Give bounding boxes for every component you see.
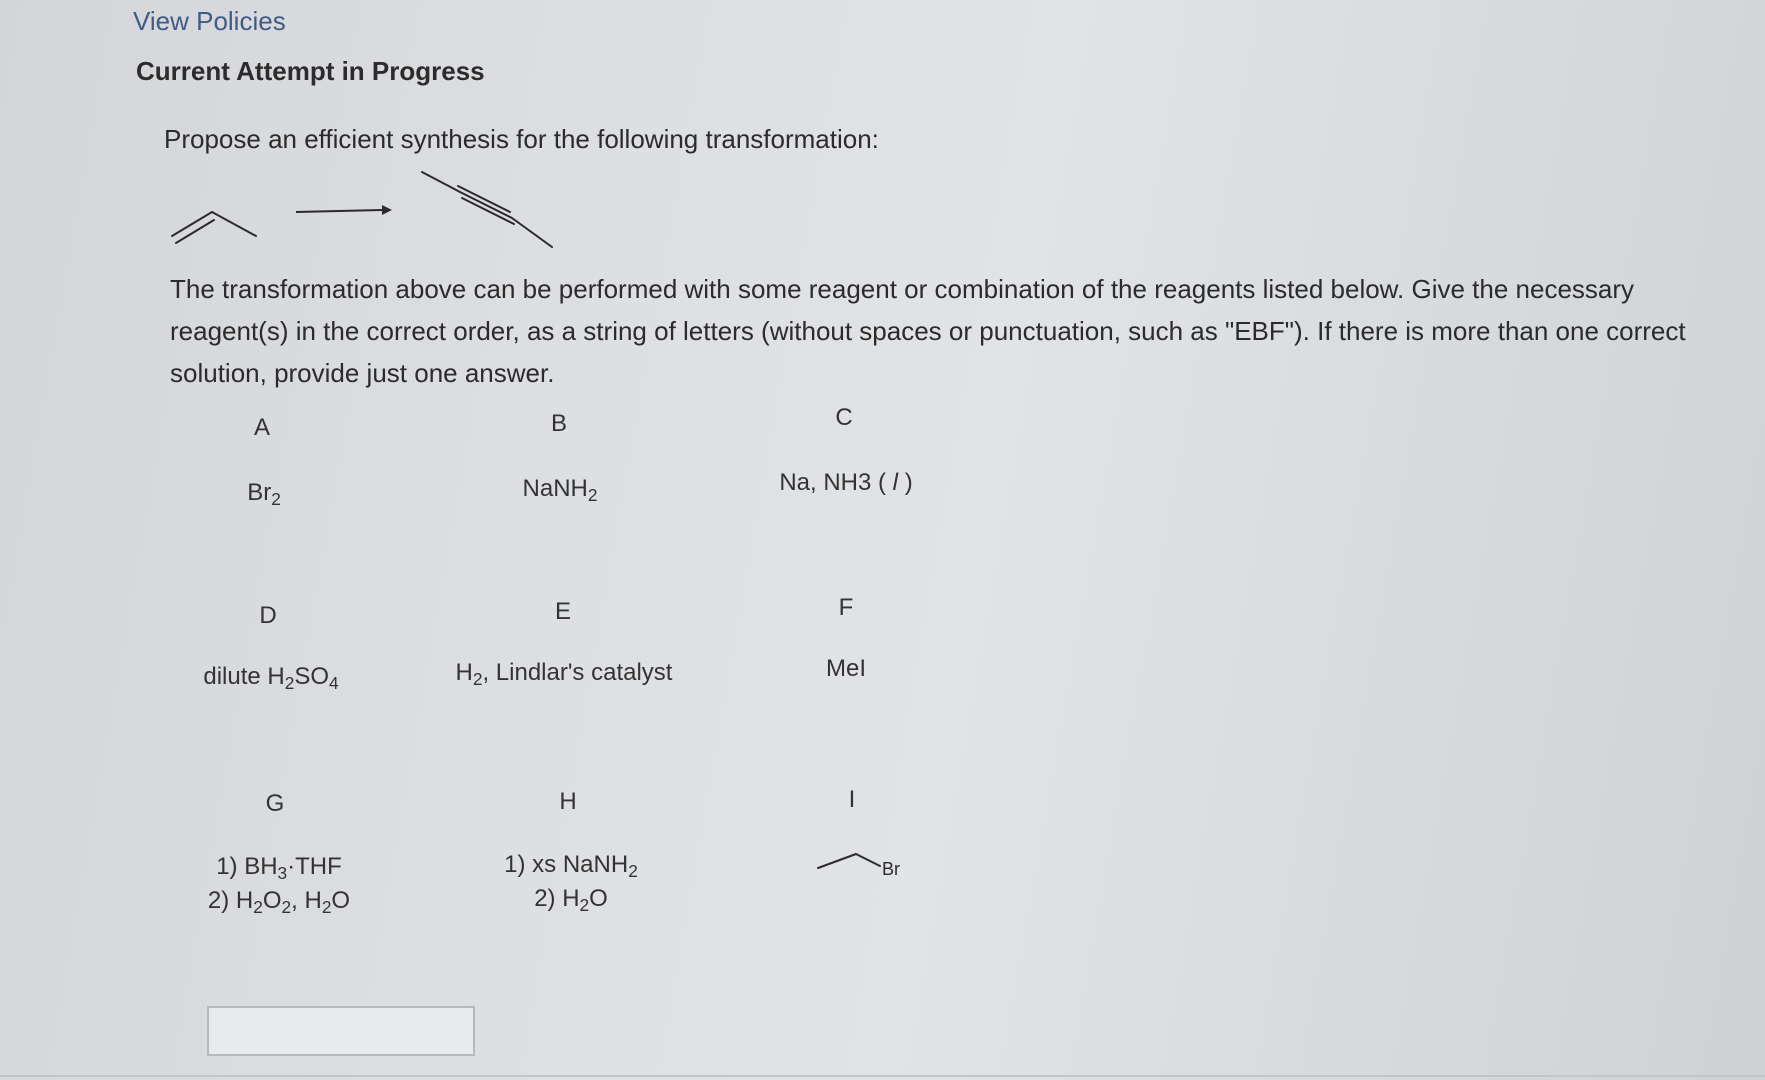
reagent-c: Na, NH3 ( l ) [779, 469, 913, 496]
question-instructions: The transformation above can be performed with some reagent or combination of the reagents listed below. Give the necessary reagent(s) in the correct order, as a string of letters (without spaces or punctuation, such as "EBF"). If there is more than one correct solution, provide just one answer. [170, 274, 1686, 388]
reagent-letter-b: B [550, 410, 567, 437]
reagent-letter-h: H [559, 788, 577, 815]
reagent-a: $Br_2$ [247, 479, 281, 510]
reagent-g: 1) $BH_3\cdot THF$ 2) $H_2O_2$, $H_2O$ [207, 853, 351, 918]
answer-input[interactable] [207, 1006, 475, 1056]
reagent-i-ethyl-bromide [810, 846, 910, 886]
reaction-arrow [296, 205, 392, 215]
bromine-label: Br [882, 859, 900, 879]
reagent-letter-c: C [835, 404, 853, 431]
reagent-letter-a: A [253, 414, 270, 441]
reagent-d: dilute $H_2SO_4$ [203, 663, 339, 694]
page-divider [0, 1075, 1765, 1077]
reagent-f: MeI [825, 655, 866, 682]
attempt-status-heading: Current Attempt in Progress [136, 56, 485, 86]
reagent-e: $H_2$, Lindlar's catalyst [455, 659, 673, 690]
reaction-scheme [160, 160, 580, 260]
view-policies-link[interactable]: View Policies [133, 6, 286, 36]
reagent-letter-g: G [265, 790, 285, 817]
reagent-letter-i: I [848, 786, 856, 813]
question-prompt: Propose an efficient synthesis for the following transformation: [164, 124, 879, 154]
propene-structure [172, 212, 256, 243]
butyne-structure [422, 172, 552, 247]
reagent-letter-f: F [838, 594, 854, 621]
reagent-h: 1) xs NaNH$_2$ 2) $H_2O$ [504, 851, 638, 916]
reagent-b: NaNH$_2$ [522, 475, 598, 506]
reagent-letter-d: D [259, 602, 277, 629]
reagent-letter-e: E [554, 598, 571, 625]
